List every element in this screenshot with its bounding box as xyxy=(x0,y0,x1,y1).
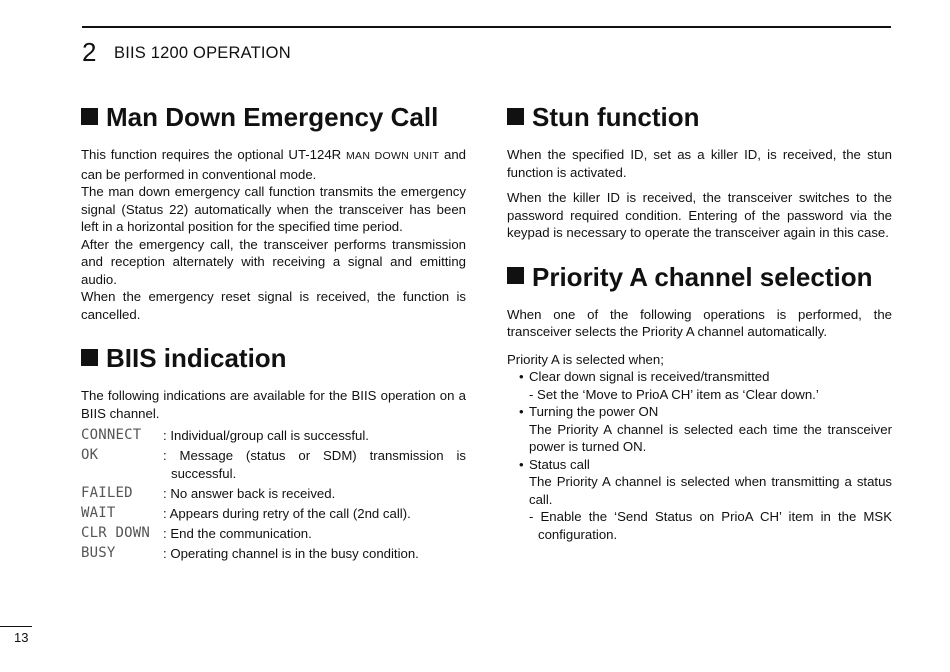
bullet-icon: • xyxy=(519,369,524,384)
indication-row xyxy=(81,545,466,563)
man-down-paragraph-3: After the emergency call, the transceiver performs transmission and reception alternately with receiving a signal and emitting audio. xyxy=(81,236,466,287)
header-rule xyxy=(82,26,891,28)
list-item-detail: The Priority A channel is selected when transmitting a status call. xyxy=(529,474,892,507)
bullet-icon: • xyxy=(519,404,524,419)
man-down-heading-text: Man Down Emergency Call xyxy=(106,102,439,132)
indication-row xyxy=(81,505,466,523)
lcd-code: CONNECT xyxy=(81,427,142,443)
section-square-icon xyxy=(507,108,524,125)
stun-paragraph-2: When the killer ID is received, the transceiver switches to the password required condition. Entering of the password via the keypad is necessary to operate the transceiver again in this case. xyxy=(507,190,892,240)
biis-heading xyxy=(81,341,466,375)
indication-description: : Individual/group call is successful. xyxy=(163,428,369,443)
left-column xyxy=(81,100,466,565)
priority-selected-when: Priority A is selected when; xyxy=(507,351,664,367)
indication-row xyxy=(81,525,466,543)
list-item xyxy=(507,403,892,421)
stun-paragraph-1: When the specified ID, set as a killer ID, is received, the stun function is activated. xyxy=(507,147,892,180)
lcd-code: OK xyxy=(81,447,99,463)
indication-row xyxy=(81,485,466,503)
list-item-detail: The Priority A channel is selected each time the transceiver power is turned ON. xyxy=(529,421,892,454)
lcd-code: FAILED xyxy=(81,484,133,501)
section-square-icon xyxy=(81,108,98,125)
man-down-p1-pre: This function requires the optional UT-124R xyxy=(81,147,347,162)
right-column xyxy=(507,100,892,543)
list-item-text: Clear down signal is received/transmitted xyxy=(529,369,770,384)
list-item-note: - Set the ‘Move to PrioA CH’ item as ‘Clear down.’ xyxy=(529,386,819,402)
biis-intro: The following indications are available for the BIIS operation on a BIIS channel. xyxy=(81,388,466,421)
man-down-paragraph-1 xyxy=(81,146,466,183)
biis-heading-text: BIIS indication xyxy=(106,343,287,373)
list-item-text: Status call xyxy=(529,456,590,472)
lcd-code: WAIT xyxy=(81,504,116,521)
man-down-p1-post: and can be performed in conventional mode. xyxy=(81,147,466,182)
list-item xyxy=(507,456,892,474)
priority-heading-text: Priority A channel selection xyxy=(532,261,873,292)
biis-indication-table xyxy=(81,427,466,562)
priority-intro: When one of the following operations is performed, the transceiver selects the Priority A channel automatically. xyxy=(507,306,892,339)
list-item-text: Turning the power ON xyxy=(529,404,659,419)
section-square-icon xyxy=(81,349,98,366)
bullet-icon: • xyxy=(519,456,524,472)
indication-description: : No answer back is received. xyxy=(163,485,336,501)
priority-conditions-list xyxy=(507,368,892,543)
indication-row xyxy=(81,447,466,482)
list-item-note: - Enable the ‘Send Status on PrioA CH’ item in the MSK configuration. xyxy=(529,509,892,542)
chapter-title: BIIS 1200 OPERATION xyxy=(114,44,291,62)
indication-row xyxy=(81,427,466,445)
man-down-paragraph-2: The man down emergency call function transmits the emergency signal (Status 22) automatically when the transceiver has been left in a horizontal position for the specified time period. xyxy=(81,184,466,234)
section-square-icon xyxy=(507,267,524,284)
chapter-number: 2 xyxy=(82,37,97,67)
indication-description: : Operating channel is in the busy condition. xyxy=(163,545,419,561)
stun-heading-text: Stun function xyxy=(532,102,700,132)
man-down-heading xyxy=(81,100,466,134)
stun-heading xyxy=(507,100,892,134)
priority-heading xyxy=(507,260,892,294)
indication-description-text: : Message (status or SDM) transmission is successful. xyxy=(163,448,466,481)
page-number: 13 xyxy=(14,630,29,645)
lcd-code: CLR DOWN xyxy=(81,524,151,541)
page-number-rule xyxy=(0,626,32,627)
list-item xyxy=(507,368,892,386)
indication-description: : End the communication. xyxy=(163,525,312,541)
man-down-unit-name: MAN DOWN UNIT xyxy=(346,150,440,162)
indication-description: : Appears during retry of the call (2nd call). xyxy=(163,505,411,521)
indication-description xyxy=(163,447,466,482)
man-down-paragraph-4: When the emergency reset signal is received, the function is cancelled. xyxy=(81,289,466,322)
lcd-code: BUSY xyxy=(81,544,116,561)
